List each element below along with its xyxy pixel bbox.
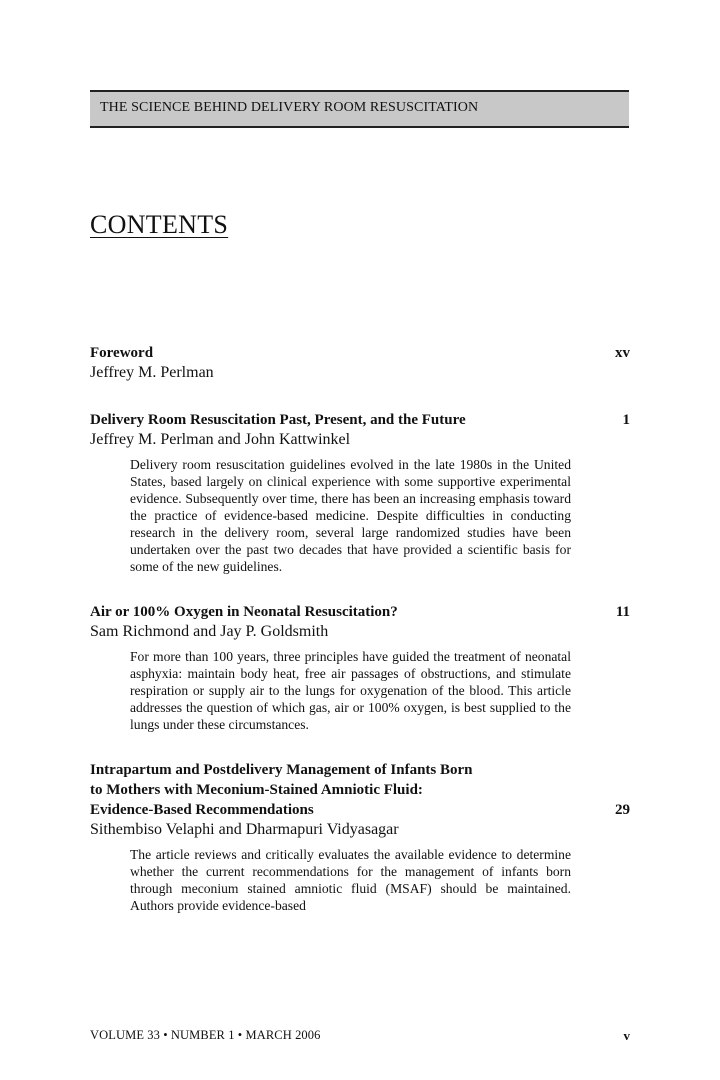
table-of-contents	[90, 343, 630, 941]
entry-page-number: 29	[615, 802, 630, 818]
entry-abstract: Delivery room resuscitation guidelines evolved in the late 1980s in the United States, based largely on clinical experience with some supportive experimental evidence. Subsequently over time, there has been an increasing emphasis toward the practice of evidence-based medicine. Despite difficulties in conducting research in the delivery room, several large randomized studies have been undertaken over the past two decades that have provided a scientific basis for some of the new guidelines.	[130, 457, 571, 574]
entry-title-line: Intrapartum and Postdelivery Management of Infants Born	[90, 762, 473, 778]
toc-entry-foreword[interactable]	[90, 343, 630, 383]
toc-entry-oxygen[interactable]	[90, 602, 630, 733]
entry-authors: Jeffrey M. Perlman and John Kattwinkel	[90, 431, 351, 448]
entry-title-line: Foreword	[90, 345, 154, 361]
page-title: CONTENTS	[90, 210, 229, 239]
entry-title	[90, 343, 560, 363]
entry-authors: Sam Richmond and Jay P. Goldsmith	[90, 623, 329, 640]
entry-title	[90, 602, 560, 622]
toc-entry-delivery-room[interactable]	[90, 410, 630, 575]
entry-abstract: The article reviews and critically evaluates the available evidence to determine whether the current recommendations for the management of infants born through meconium stained amniotic fluid (MSAF) should be maintained. Authors provide evidence-based	[130, 847, 571, 913]
toc-entry-meconium[interactable]	[90, 760, 630, 914]
entry-page-number: 11	[615, 604, 630, 620]
entry-abstract: For more than 100 years, three principles have guided the treatment of neonatal asphyxia: maintain body heat, free air passages of obstructions, and stimulate respiration or supply air to the lungs for oxygenation of the blood. This article addresses the question of which gas, air or 100% oxygen, is best supplied to the lungs under these circumstances.	[130, 649, 571, 732]
page-number: v	[623, 1028, 630, 1043]
entry-page-number: xv	[615, 345, 630, 361]
entry-title-line: Evidence-Based Recommendations	[90, 802, 314, 818]
entry-title	[90, 760, 560, 820]
entry-page-number: 1	[622, 412, 630, 428]
entry-authors: Jeffrey M. Perlman	[90, 364, 214, 381]
entry-title-line: to Mothers with Meconium-Stained Amniotic Fluid:	[90, 782, 423, 798]
page-footer	[90, 1028, 630, 1046]
entry-title-line: Air or 100% Oxygen in Neonatal Resuscitation?	[90, 604, 398, 620]
series-title: THE SCIENCE BEHIND DELIVERY ROOM RESUSCITATION	[100, 100, 479, 115]
issue-info: VOLUME 33 • NUMBER 1 • MARCH 2006	[90, 1028, 321, 1042]
entry-title	[90, 410, 560, 430]
entry-title-line: Delivery Room Resuscitation Past, Present, and the Future	[90, 412, 466, 428]
series-banner	[90, 90, 629, 128]
entry-authors: Sithembiso Velaphi and Dharmapuri Vidyasagar	[90, 821, 399, 838]
